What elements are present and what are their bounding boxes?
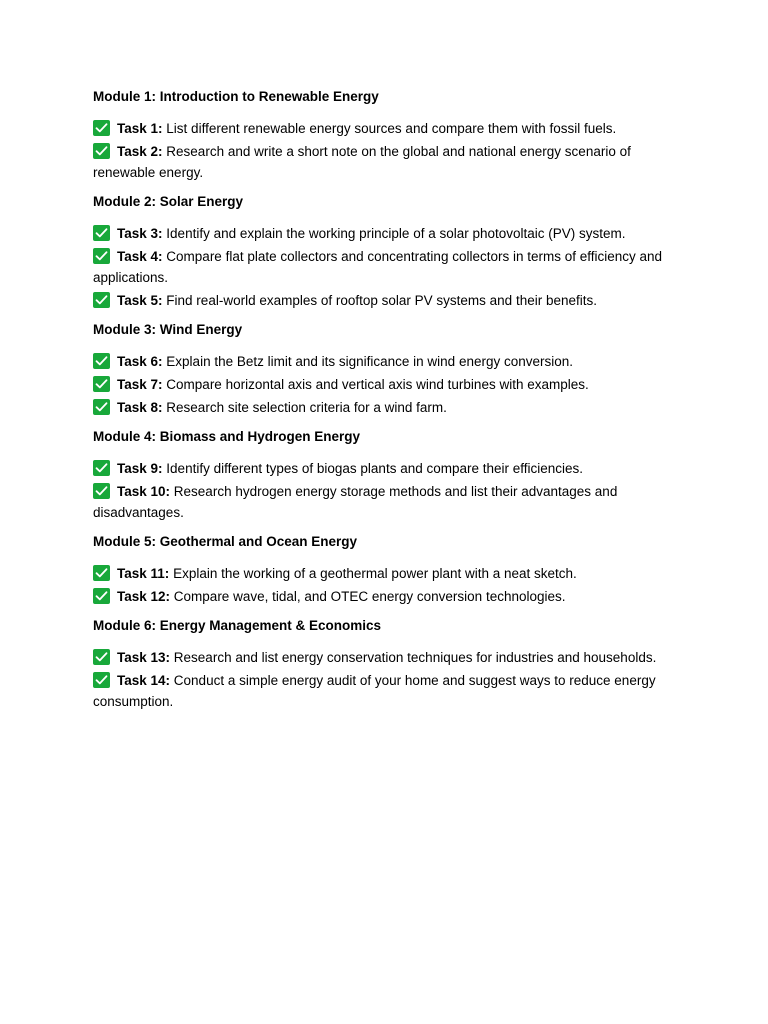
task-description: Explain the working of a geothermal power plant with a neat sketch. xyxy=(173,566,577,581)
document-page xyxy=(93,86,693,720)
task-description: Explain the Betz limit and its significance in wind energy conversion. xyxy=(166,354,574,369)
task-item xyxy=(93,118,693,139)
task-label: Task 14: xyxy=(117,673,171,688)
task-label: Task 8: xyxy=(117,400,163,415)
task-list xyxy=(93,458,693,523)
task-label: Task 11: xyxy=(117,566,170,581)
task-description: Research and list energy conservation techniques for industries and households. xyxy=(173,650,657,665)
task-description: Identify and explain the working principle of a solar photovoltaic (PV) system. xyxy=(166,226,626,241)
task-description: Find real-world examples of rooftop solar PV systems and their benefits. xyxy=(166,293,597,308)
check-mark-icon xyxy=(93,376,110,392)
check-mark-icon xyxy=(93,649,110,665)
task-label: Task 12: xyxy=(117,589,171,604)
task-item xyxy=(93,351,693,372)
task-item xyxy=(93,246,693,288)
task-label: Task 9: xyxy=(117,461,163,476)
task-list xyxy=(93,351,693,418)
check-mark-icon xyxy=(93,460,110,476)
module-title: Module 6: Energy Management & Economics xyxy=(93,618,382,633)
check-mark-icon xyxy=(93,120,110,136)
task-item xyxy=(93,563,693,584)
check-mark-icon xyxy=(93,248,110,264)
module-title: Module 5: Geothermal and Ocean Energy xyxy=(93,534,358,549)
task-label: Task 4: xyxy=(117,249,163,264)
module-section xyxy=(93,426,693,523)
task-description: Compare wave, tidal, and OTEC energy conversion technologies. xyxy=(173,589,566,604)
module-section xyxy=(93,319,693,418)
task-item xyxy=(93,374,693,395)
task-item xyxy=(93,670,693,712)
task-list xyxy=(93,223,693,311)
task-description: Research and write a short note on the global and national energy scenario of renewable energy. xyxy=(93,144,631,180)
module-title: Module 2: Solar Energy xyxy=(93,194,244,209)
task-item xyxy=(93,397,693,418)
check-mark-icon xyxy=(93,225,110,241)
module-section xyxy=(93,86,693,183)
task-label: Task 13: xyxy=(117,650,171,665)
task-label: Task 2: xyxy=(117,144,163,159)
check-mark-icon xyxy=(93,565,110,581)
task-label: Task 6: xyxy=(117,354,163,369)
check-mark-icon xyxy=(93,143,110,159)
module-title: Module 1: Introduction to Renewable Energy xyxy=(93,89,379,104)
task-label: Task 7: xyxy=(117,377,163,392)
check-mark-icon xyxy=(93,399,110,415)
task-item xyxy=(93,458,693,479)
task-description: List different renewable energy sources and compare them with fossil fuels. xyxy=(166,121,617,136)
module-section xyxy=(93,191,693,311)
task-description: Research hydrogen energy storage methods and list their advantages and disadvantages. xyxy=(93,484,618,520)
task-item xyxy=(93,223,693,244)
task-item xyxy=(93,481,693,523)
module-title: Module 4: Biomass and Hydrogen Energy xyxy=(93,429,361,444)
task-item xyxy=(93,141,693,183)
task-list xyxy=(93,118,693,183)
task-item xyxy=(93,647,693,668)
task-label: Task 5: xyxy=(117,293,163,308)
check-mark-icon xyxy=(93,483,110,499)
task-description: Identify different types of biogas plants and compare their efficiencies. xyxy=(166,461,584,476)
task-list xyxy=(93,563,693,607)
task-description: Conduct a simple energy audit of your home and suggest ways to reduce energy consumption. xyxy=(93,673,656,709)
task-item xyxy=(93,290,693,311)
check-mark-icon xyxy=(93,672,110,688)
check-mark-icon xyxy=(93,292,110,308)
module-section xyxy=(93,531,693,607)
check-mark-icon xyxy=(93,353,110,369)
task-description: Research site selection criteria for a wind farm. xyxy=(166,400,447,415)
task-description: Compare horizontal axis and vertical axis wind turbines with examples. xyxy=(166,377,589,392)
task-item xyxy=(93,586,693,607)
module-section xyxy=(93,615,693,712)
task-label: Task 3: xyxy=(117,226,163,241)
task-list xyxy=(93,647,693,712)
module-title: Module 3: Wind Energy xyxy=(93,322,243,337)
task-label: Task 1: xyxy=(117,121,163,136)
check-mark-icon xyxy=(93,588,110,604)
task-label: Task 10: xyxy=(117,484,171,499)
task-description: Compare flat plate collectors and concentrating collectors in terms of efficiency and applications. xyxy=(93,249,663,285)
